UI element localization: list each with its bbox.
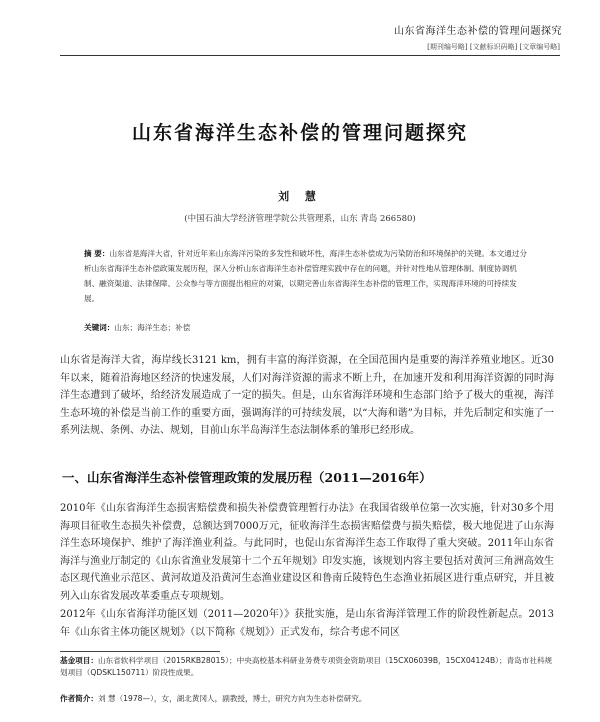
body-paragraph-2: 2010年《山东省海洋生态损害赔偿费和损失补偿费管理暂行办法》在我国省级单位第一次实施，针对30多个用海项目征收生态损失补偿费，总额达到7000万元，征收海洋生态损害赔偿费与损失赔偿，极大地促进了山东海洋生态环境保护、维护了海洋渔业利益。与此同时，也促山东省海洋生态工作取得了重大突破。2011年山东省海洋与渔业厅制定的《山东省渔业发展第十二个五年规划》印发实施，该规划内容主要包括对黄河三角洲高效生态区现代渔业示范区、黄河故道及沿黄河生态渔业建设区和鲁南丘陵特色生态渔业拓展区进行重点研究，并且被列入山东省发展改革委重点专项规划。 (60, 503, 554, 602)
running-header: 山东省海洋生态补偿的管理问题探究 (394, 26, 562, 37)
author-bio-label: 作者简介： (60, 694, 98, 703)
abstract-text: 山东省是海洋大省，针对近年来山东海洋污染的多发性和破坏性，海洋生态补偿成为污染防治和环境保护的关键。本文通过分析山东省海洋生态补偿政策发展历程，深入分析山东省海洋生态补偿管理实践中存在的问题，并针对性地从管理体制、制度协调机制、融资渠道、法律保障、公众参与等方面提出相应的对策，以期完善山东省海洋生态补偿的管理工作，实现海洋环境的可持续发展。 (84, 249, 528, 303)
funding-label: 基金项目： (60, 656, 98, 665)
section-heading-1: 一、山东省海洋生态补偿管理政策的发展历程（2011—2016年） (62, 470, 432, 485)
abstract (84, 246, 530, 306)
abstract-label: 摘 要： (84, 249, 110, 258)
funding-footnote (60, 655, 554, 679)
keywords (84, 322, 530, 333)
keywords-text: 山东；海洋生态；补偿 (114, 323, 191, 332)
header-rule (60, 55, 560, 56)
author-affiliation: (中国石油大学经济管理学院公共管理系，山东 青岛 266580) (184, 214, 416, 224)
body-paragraph-1: 山东省是海洋大省，海岸线长3121 km，拥有丰富的海洋资源，在全国范围内是重要的海洋养殖业地区。近30年以来，随着沿海地区经济的快速发展，人们对海洋资源的需求不断上升，在加速开发和利用海洋资源的同时海洋生态遭到了破坏，给经济发展造成了一定的损失。但是，山东省海洋环境和生态部门给予了极大的重视，海洋生态环境的补偿是当前工作的重要方面，强调海洋的可持续发展，以“大海和谐”为目标，并先后制定和实施了一系列法规、条例、办法、规划，目前山东半岛海洋生态法制体系的雏形已经形成。 (60, 355, 554, 436)
footnote-rule (60, 651, 220, 652)
article-title: 山东省海洋生态补偿的管理问题探究 (131, 122, 468, 144)
funding-text: 山东省软科学项目（2015RKB28015）；中央高校基本科研业务费专项资金资助项目（15CX06039B，15CX04124B）；青岛市社科规划项目（QDSKL150711）阶段性成果。 (60, 656, 553, 677)
author-bio-footnote (60, 693, 554, 705)
keywords-label: 关键词： (84, 323, 115, 332)
journal-meta-line: [期刊编号略] [文献标识码略] [文章编号略] (427, 43, 560, 51)
author-bio-text: 刘 慧（1978—），女，湖北黄冈人，副教授，博士，研究方向为生态补偿研究。 (97, 694, 367, 703)
author-name: 刘 慧 (278, 190, 322, 203)
body-paragraph-3: 2012年《山东省海洋功能区划（2011—2020年）》获批实施，是山东省海洋管理工作的阶段性新起点。2013年《山东省主体功能区规划》（以下简称《规划》）正式发布，综合考虑不同区 (60, 609, 554, 638)
